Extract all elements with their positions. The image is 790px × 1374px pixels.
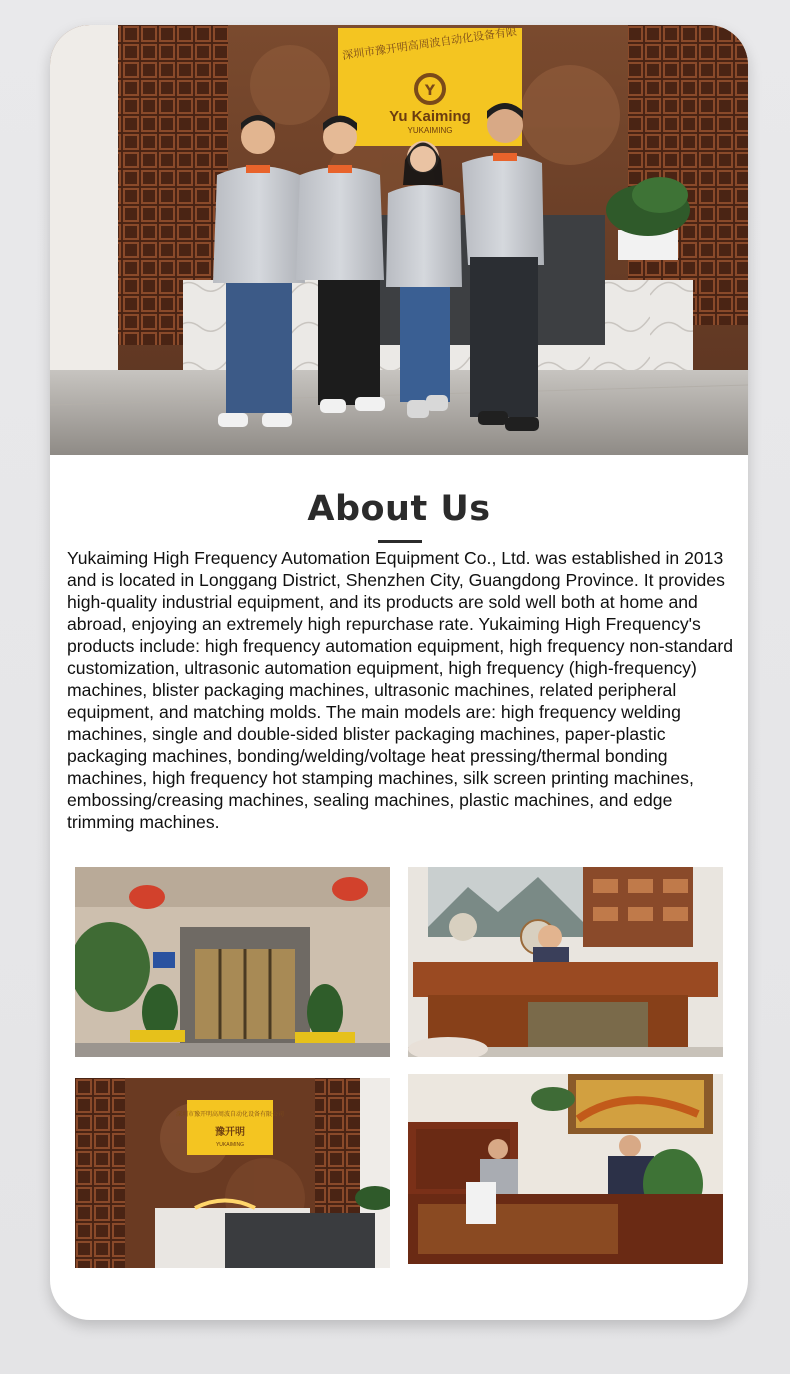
photo-meeting-room bbox=[408, 1074, 723, 1264]
svg-text:YUKAIMING: YUKAIMING bbox=[215, 1142, 245, 1148]
photo-building-entrance bbox=[75, 867, 390, 1057]
about-title: About Us bbox=[307, 489, 491, 529]
svg-text:Y: Y bbox=[424, 83, 436, 99]
svg-text:深圳市豫开明高周波自动化设备有限: 深圳市豫开明高周波自动化设备有限 bbox=[341, 25, 518, 63]
svg-text:豫开明: 豫开明 bbox=[215, 1127, 245, 1138]
photo-office-desk bbox=[408, 867, 723, 1057]
about-card bbox=[50, 25, 748, 1320]
hero-team-photo bbox=[50, 25, 748, 455]
svg-text:Yu Kaiming: Yu Kaiming bbox=[389, 108, 471, 125]
about-paragraph: Yukaiming High Frequency Automation Equipment Co., Ltd. was established in 2013 and is located in Longgang District, Shenzhen City, Guangdong Province. It provides high-quality industrial equipment, and its products are sold well both at home and abroad, enjoying an extremely high repurchase rate. Yukaiming High Frequency's products include: high frequency automation equipment, high frequency non-standard customization, ultrasonic automation equipment, high frequency (high-frequency) machines, blister packaging machines, ultrasonic machines, related peripheral equipment, and matching molds. The main models are: high frequency welding machines, single and double-sided blister packaging machines, paper-plastic packaging machines, bonding/welding/voltage heat pressing/thermal bonding machines, high frequency hot stamping machines, silk screen printing machines, embossing/creasing machines, sealing machines, plastic machines, and edge trimming machines. bbox=[67, 548, 734, 832]
svg-text:YUKAIMING: YUKAIMING bbox=[407, 126, 453, 135]
photo-lobby-sign bbox=[75, 1078, 390, 1268]
svg-text:深圳市豫开明高周波自动化设备有限公司: 深圳市豫开明高周波自动化设备有限公司 bbox=[175, 1111, 285, 1118]
title-underline bbox=[378, 540, 422, 543]
